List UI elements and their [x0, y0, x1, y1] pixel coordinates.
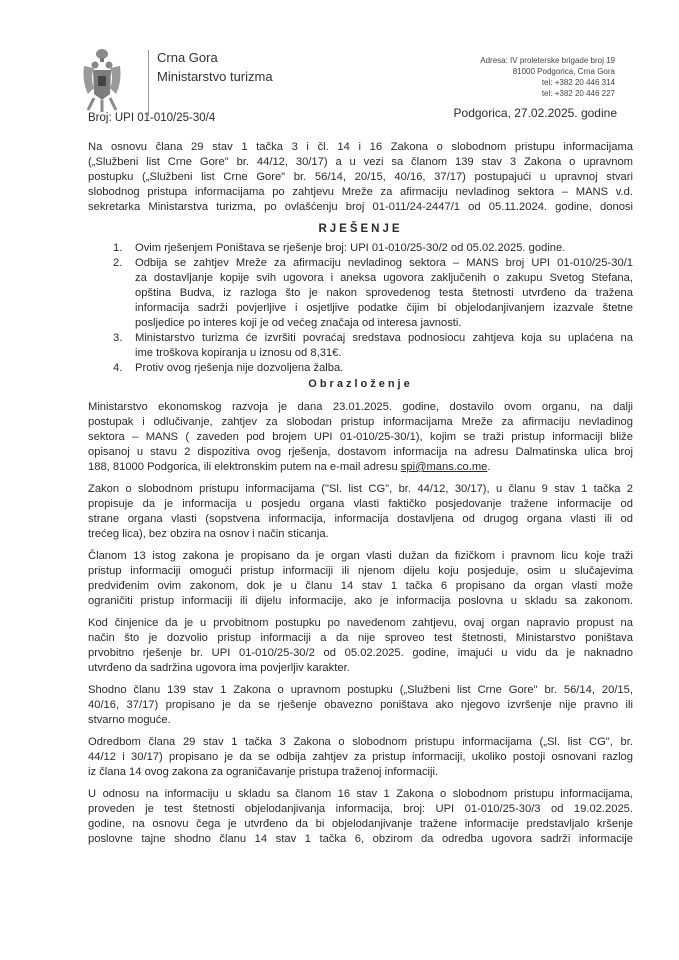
- text-line: Članom 13 istog zakona je propisano da je organ vlasti dužan da fizičkom i pravnom licu koje traži: [88, 550, 633, 562]
- text-line: prvobitno rješenje br. UPI 01-010/25-30/2 od 05.02.2025. godine, imajući u vidu da je naknadno: [88, 647, 633, 659]
- phone-line: tel: +382 20 446 314: [541, 78, 615, 87]
- decision-item: [88, 331, 633, 361]
- text-line: Kod činjenice da je u prvobitnom postupku po navedenom zahtjevu, ovaj organ napravio propust na: [88, 617, 633, 629]
- decision-list: [88, 241, 633, 376]
- text-line: ime troškova kopiranja u iznosu od 8,31€.: [135, 347, 342, 359]
- text-line: stvarno moguće.: [88, 714, 171, 726]
- reasoning-paragraph: [88, 549, 633, 609]
- text-line: 40/16, 37/17) propisano je da se rješenje obavezno poništava ako njegovo izvršenje nije pravno ili: [88, 699, 633, 711]
- reasoning-paragraph: [88, 683, 633, 728]
- phone-line: tel: +382 20 446 227: [541, 89, 615, 98]
- reasoning-title: Obrazloženje: [308, 378, 413, 390]
- text-line: postupku („Službeni list Crne Gore" br. 56/14, 20/15, 40/16, 37/17) postupajući u upravnoj stvari: [88, 171, 633, 183]
- text-line: utvrđeno da sadržina ugovora ima povjerljiv karakter.: [88, 662, 350, 674]
- text-line: godine, na osnovu čega je utvrđeno da bi objelodanjivanje tražene informacije predstavljalo kršenje: [88, 818, 633, 830]
- document-body: [88, 140, 633, 854]
- text-line: poslovne tajne shodno članu 14 stav 1 tačka 6, obzirom da odredba ugovora sadrži informacije: [88, 833, 633, 845]
- text-line: sektora – MANS ( zaveden pod brojem UPI 01-010/25-30/1), kojim se traži pristup informaciji bliže: [88, 431, 633, 443]
- reference-number: Broj: UPI 01-010/25-30/4: [88, 112, 216, 124]
- letterhead-organization: [157, 48, 273, 86]
- intro-paragraph: [88, 140, 633, 215]
- ministry-name: Ministarstvo turizma: [157, 69, 273, 84]
- text-line: U odnosu na informaciju u skladu sa članom 16 stav 1 Zakona o slobodnom pristupu informacijama,: [88, 788, 633, 800]
- text-line: predviđenim ovim zakonom, dok je u članu 14 stav 1 tačka 6 propisano da organ vlasti može: [88, 580, 633, 592]
- reasoning-paragraph: [88, 400, 633, 475]
- text-line: iz člana 14 ovog zakona za ograničavanje pristupa traženoj informaciji.: [88, 766, 439, 778]
- text-line: [88, 460, 633, 475]
- reasoning-paragraph: [88, 616, 633, 676]
- text-line: za dostavljanje kopije svih ugovora i aneksa ugovora zaključenih o zakupu Svetog Stefana,: [135, 272, 633, 284]
- text-line: Zakon o slobodnom pristupu informacijama ("Sl. list CG", br. 44/12, 30/17), u članu 9 stav 1 tačka 2: [88, 483, 633, 495]
- email-link[interactable]: spi@mans.co.me: [400, 461, 488, 473]
- text-line: propisuje da je informacija u posjedu organa vlasti faktičko posjedovanje tražene informacije od: [88, 498, 633, 510]
- address-line: 81000 Podgorica, Crna Gora: [512, 67, 615, 76]
- reasoning-paragraph: [88, 482, 633, 542]
- place-and-date: Podgorica, 27.02.2025. godine: [453, 106, 617, 120]
- text-segment: 188, 81000 Podgorica, ili elektronskim putem na e-mail adresu: [88, 461, 401, 473]
- text-line: Odredbom člana 29 stav 1 tačka 3 Zakona o slobodnom pristupu informacijama („Sl. list CG", br.: [88, 736, 633, 748]
- text-line: posljedice po interes koji je od većeg značaja od interesa javnosti.: [135, 317, 462, 329]
- item-number: 2.: [113, 257, 123, 269]
- text-line: Na osnovu člana 29 stav 1 tačka 3 i čl. 14 i 16 Zakona o slobodnom pristupu informacijama: [88, 141, 633, 153]
- letterhead-address: [480, 55, 615, 99]
- text-line: Ministarstvo ekonomskog razvoja je dana 23.01.2025. godine, dostavilo ovom organu, na dalji: [88, 401, 633, 413]
- country-name: Crna Gora: [157, 50, 218, 65]
- header-divider: [148, 50, 149, 116]
- decision-item: [88, 361, 633, 376]
- text-line: sekretarka Ministarstva turizma, po ovlašćenju broj 01-011/24-2447/1 od 05.11.2024. godine, donosi: [88, 201, 633, 213]
- text-segment: .: [487, 461, 491, 473]
- text-line: („Službeni list Crne Gore" br. 44/12, 30/17) a u vezi sa članom 139 stav 3 Zakona o upravnom: [88, 156, 633, 168]
- item-number: 1.: [113, 242, 123, 254]
- reasoning-paragraph: [88, 787, 633, 847]
- reasoning-section: [88, 400, 633, 847]
- address-line: Adresa: IV proleterske brigade broj 19: [480, 56, 615, 65]
- text-line: pristup informaciji omogući pristup informaciji ili njenom dijelu koju posjeduje, osim u slučajevima: [88, 565, 633, 577]
- text-line: trećeg lica), bez obzira na osnov i način sticanja.: [88, 528, 329, 540]
- item-number: 4.: [113, 362, 123, 374]
- text-line: proveden je test štetnosti objelodanjivanja informacija, broj: UPI 01-010/25-30/3 od 19.02.2025.: [88, 803, 633, 815]
- text-line: informacija sadrži povjerljive i osjetljive podatke čijim bi objelodanjivanjem izazvale štetne: [135, 302, 633, 314]
- text-line: 44/12 i 30/17) propisano je da se odbija zahtjev za pristup informaciji, ukoliko postoji osnovani razlog: [88, 751, 633, 763]
- decision-item: [88, 256, 633, 331]
- text-line: strane organa vlasti (sopstvena informacija, informacija dostavljena od drugog organa vlasti ili od: [88, 513, 633, 525]
- text-line: opština Budva, iz razloga što je nakon sprovedenog testa štetnosti utvrđeno da tražena: [135, 287, 633, 299]
- text-line: Shodno članu 139 stav 1 Zakona o upravnom postupku („Službeni list Crne Gore" br. 56/14, 20/15,: [88, 684, 633, 696]
- text-line: ograničiti pristup informaciji ili dijelu informacije, ako je informacija poslovna u skladu sa zakonom.: [88, 595, 633, 607]
- text-line: Odbija se zahtjev Mreže za afirmaciju nevladinog sektora – MANS broj UPI 01-010/25-30/1: [135, 257, 633, 269]
- decision-title: RJEŠENJE: [318, 223, 403, 235]
- reasoning-paragraph: [88, 735, 633, 780]
- text-line: način što je dozvolio pristup informaciji a da nije sproveo test štetnosti, Ministarstvo poništava: [88, 632, 633, 644]
- text-line: opisanoj u stavu 2 dispozitiva ovog rješenja, dostavom informacija na adresu Dalmatinska ulica broj: [88, 446, 633, 458]
- decision-item: [88, 241, 633, 256]
- text-line: Protiv ovog rješenja nije dozvoljena žalba.: [135, 362, 344, 374]
- text-line: postupak i odlučivanje, zahtjev za slobodan pristup informacijama Mreže za afirmaciju nevladinog: [88, 416, 633, 428]
- coat-of-arms-icon: [80, 48, 124, 114]
- text-line: Ovim rješenjem Poništava se rješenje broj: UPI 01-010/25-30/2 od 05.02.2025. godine.: [135, 242, 566, 254]
- item-number: 3.: [113, 332, 123, 344]
- text-line: Ministarstvo turizma će izvršiti povraćaj sredstava podnosiocu zahtjeva koja su uplaćena na: [135, 332, 633, 344]
- text-line: slobodnog pristupa informacijama po zahtjevu Mreže za afirmaciju nevladinog sektora – MANS v.d.: [88, 186, 633, 198]
